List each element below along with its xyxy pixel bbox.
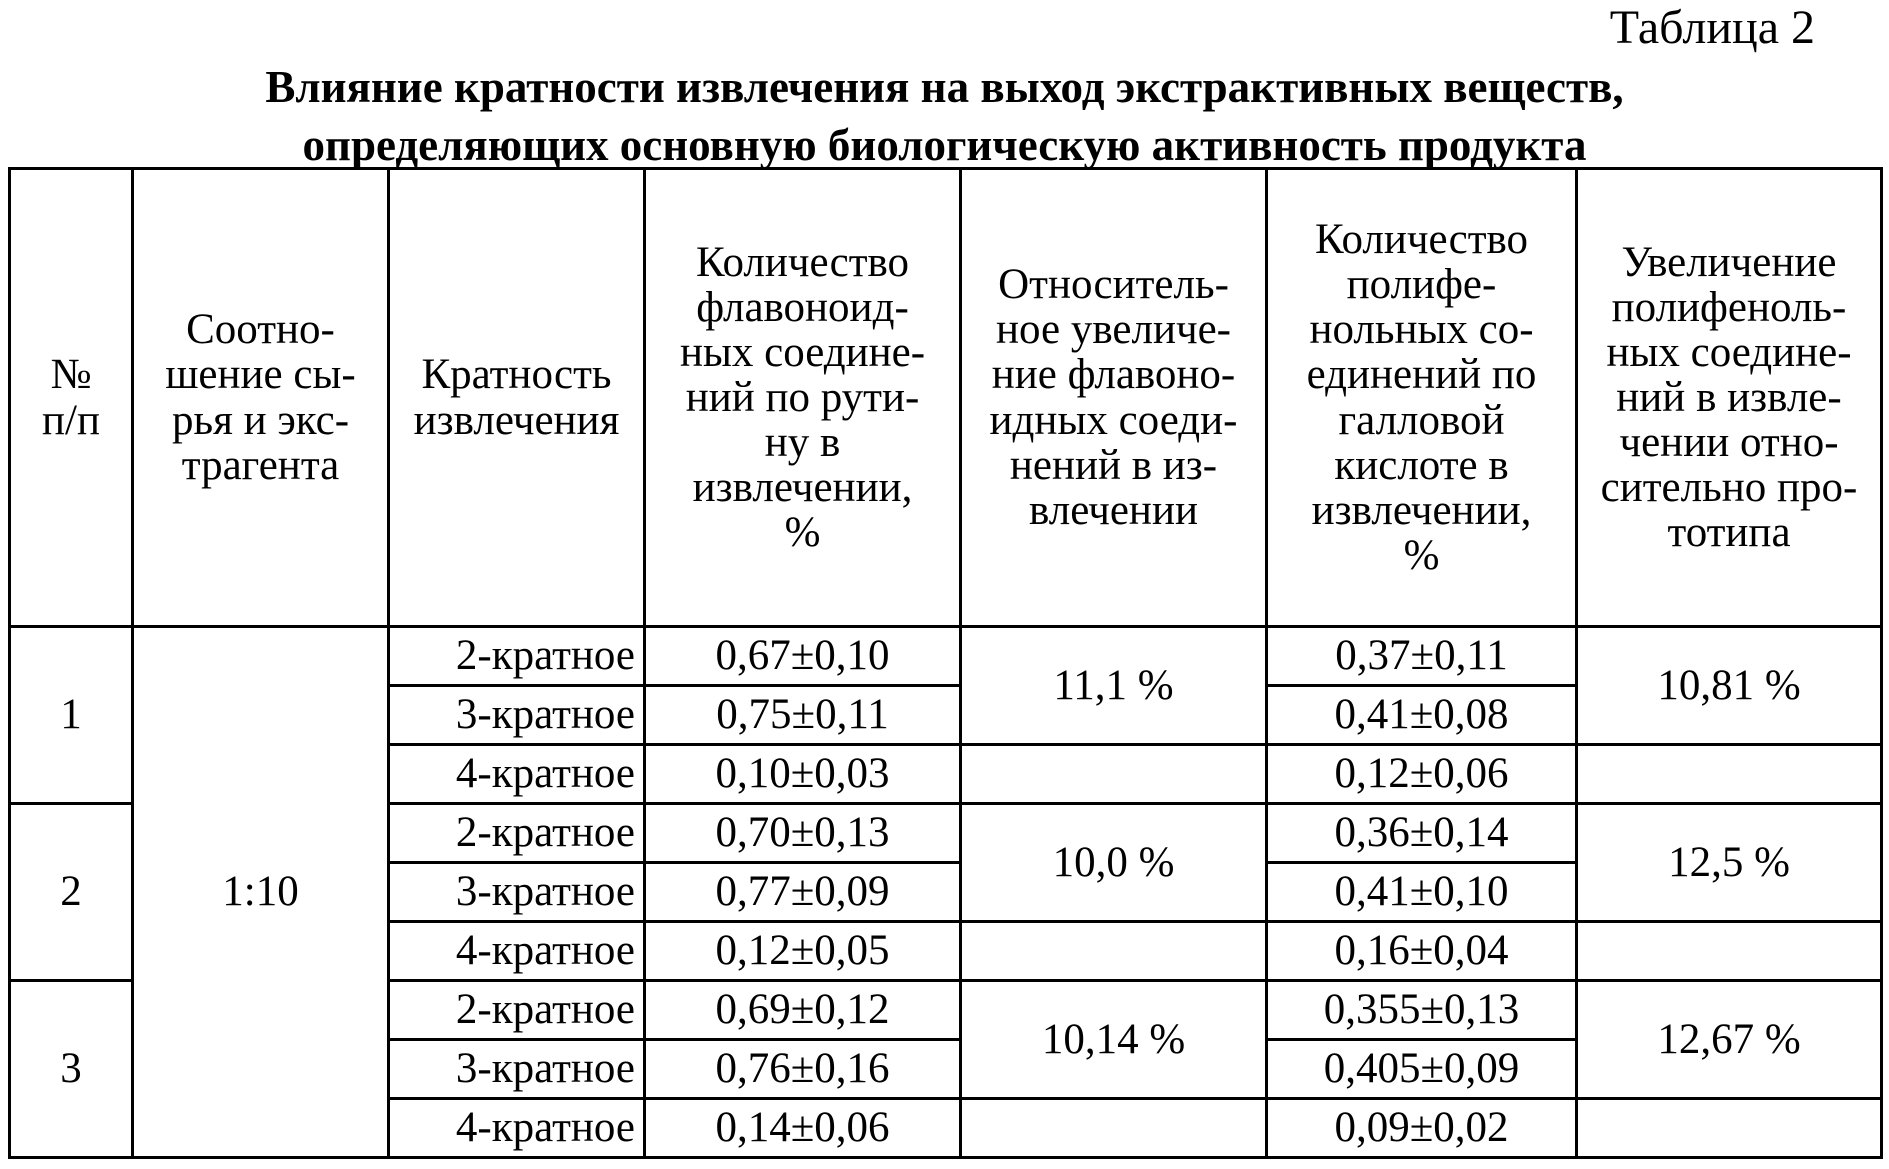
data-table	[8, 167, 1883, 1159]
polyphenol-cell: 0,405±0,09	[1267, 1040, 1577, 1099]
empty-cell	[1577, 922, 1882, 981]
flavonoid-cell: 0,70±0,13	[645, 804, 961, 863]
multiplicity-cell: 4-кратное	[389, 1099, 645, 1158]
header-row	[10, 169, 1882, 627]
multiplicity-cell: 2-кратное	[389, 981, 645, 1040]
multiplicity-cell: 2-кратное	[389, 627, 645, 686]
multiplicity-cell: 3-кратное	[389, 1040, 645, 1099]
empty-cell	[1577, 1099, 1882, 1158]
flavonoid-cell: 0,75±0,11	[645, 686, 961, 745]
flavonoid-cell: 0,10±0,03	[645, 745, 961, 804]
empty-cell	[961, 922, 1267, 981]
empty-cell	[961, 745, 1267, 804]
polyphenol-cell: 0,41±0,10	[1267, 863, 1577, 922]
header-flavonoid-amount: Количество флавоноид- ных соедине- ний по рути- ну в извлечении, %	[645, 169, 961, 627]
table-title	[0, 58, 1889, 174]
polyphenol-increase-cell: 10,81 %	[1577, 627, 1882, 745]
polyphenol-cell: 0,355±0,13	[1267, 981, 1577, 1040]
polyphenol-increase-cell: 12,67 %	[1577, 981, 1882, 1099]
multiplicity-cell: 4-кратное	[389, 922, 645, 981]
polyphenol-increase-cell: 12,5 %	[1577, 804, 1882, 922]
header-ratio: Соотно- шение сы- рья и экс- трагента	[133, 169, 389, 627]
flavonoid-cell: 0,14±0,06	[645, 1099, 961, 1158]
polyphenol-cell: 0,16±0,04	[1267, 922, 1577, 981]
flavonoid-cell: 0,77±0,09	[645, 863, 961, 922]
ratio-cell: 1:10	[133, 627, 389, 1158]
empty-cell	[1577, 745, 1882, 804]
table-row	[10, 627, 1882, 686]
polyphenol-cell: 0,37±0,11	[1267, 627, 1577, 686]
polyphenol-cell: 0,36±0,14	[1267, 804, 1577, 863]
empty-cell	[961, 1099, 1267, 1158]
flavonoid-cell: 0,12±0,05	[645, 922, 961, 981]
flavonoid-cell: 0,76±0,16	[645, 1040, 961, 1099]
header-multiplicity: Кратность извлечения	[389, 169, 645, 627]
polyphenol-cell: 0,12±0,06	[1267, 745, 1577, 804]
header-polyphenol-amount: Количество полифе- нольных со- единений по галловой кислоте в извлечении, %	[1267, 169, 1577, 627]
title-line-2: определяющих основную биологическую активность продукта	[302, 120, 1587, 170]
row-number: 1	[10, 627, 133, 804]
polyphenol-cell: 0,41±0,08	[1267, 686, 1577, 745]
flavonoid-increase-cell: 10,14 %	[961, 981, 1267, 1099]
multiplicity-cell: 3-кратное	[389, 686, 645, 745]
table-label: Таблица 2	[1609, 1, 1815, 54]
multiplicity-cell: 4-кратное	[389, 745, 645, 804]
row-number: 2	[10, 804, 133, 981]
header-number: № п/п	[10, 169, 133, 627]
multiplicity-cell: 3-кратное	[389, 863, 645, 922]
flavonoid-cell: 0,67±0,10	[645, 627, 961, 686]
multiplicity-cell: 2-кратное	[389, 804, 645, 863]
flavonoid-increase-cell: 11,1 %	[961, 627, 1267, 745]
flavonoid-cell: 0,69±0,12	[645, 981, 961, 1040]
header-polyphenol-increase: Увеличение полифеноль- ных соедине- ний в извле- чении отно- сительно про- тотипа	[1577, 169, 1882, 627]
polyphenol-cell: 0,09±0,02	[1267, 1099, 1577, 1158]
row-number: 3	[10, 981, 133, 1158]
header-flavonoid-increase: Относитель- ное увеличе- ние флавоно- идных соеди- нений в из- влечении	[961, 169, 1267, 627]
title-line-1: Влияние кратности извлечения на выход экстрактивных веществ,	[265, 62, 1624, 112]
flavonoid-increase-cell: 10,0 %	[961, 804, 1267, 922]
